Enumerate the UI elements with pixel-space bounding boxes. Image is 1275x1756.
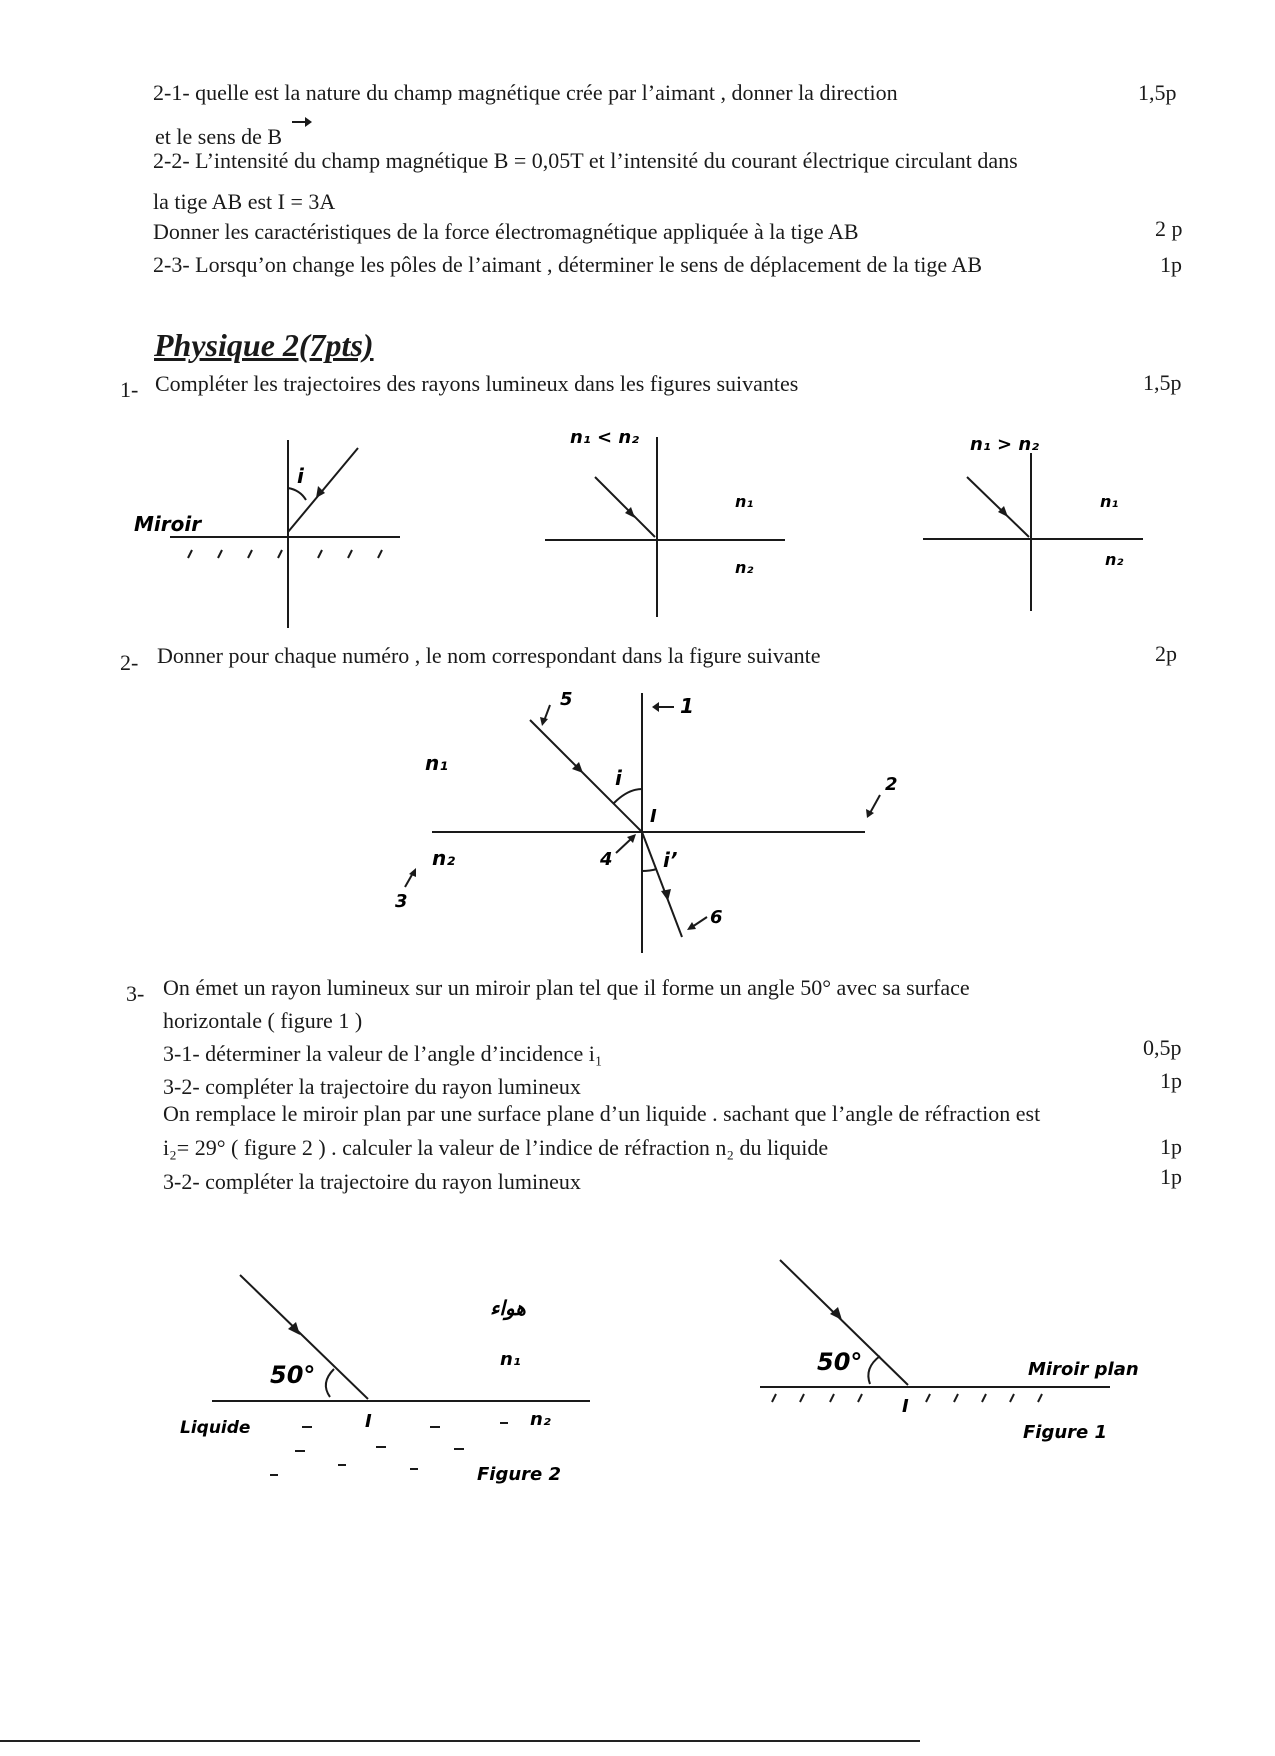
label-4: 4 (600, 849, 613, 870)
question-3-b-continued: i₂= 29° ( figure 2 ) . calculer la valeur de l’indice de réfraction n₂ du liquide (163, 1135, 829, 1160)
point-label: I (365, 1411, 372, 1432)
question-3: On émet un rayon lumineux sur un miroir plan tel que il forme un angle 50° avec sa surface (163, 975, 970, 1000)
question-3-b: On remplace le miroir plan par une surface plane d’un liquide . sachant que l’angle de réfraction est (163, 1101, 1041, 1126)
label-3: 3 (395, 891, 408, 912)
question-2-1-continued (155, 126, 282, 148)
n-top-label: n₁ (735, 492, 754, 511)
question-3-2-b: 3-2- compléter la trajectoire du rayon lumineux (163, 1169, 581, 1194)
points-3-2-b: 1p (1160, 1164, 1182, 1189)
points-3-2: 1p (1160, 1068, 1182, 1093)
n-top-label: n₁ (1100, 492, 1119, 511)
footer-rule (0, 1740, 920, 1742)
points-2: 2p (1155, 641, 1177, 666)
question-2-2: 2-2- L’intensité du champ magnétique B = 0,05T et l’intensité du courant électrique circulant dans (153, 148, 1018, 173)
n-bottom-label: n₂ (735, 558, 754, 577)
n-top-label: n₁ (425, 751, 448, 775)
angle-arc (288, 488, 306, 500)
question-2-number: 2- (120, 650, 139, 675)
question-3-1: 3-1- déterminer la valeur de l’angle d’incidence i₁ (163, 1041, 603, 1066)
refracted-arrow (661, 889, 671, 901)
mirror-hatching (188, 550, 382, 558)
angle-i-label: i (615, 766, 622, 790)
point-label: I (650, 806, 657, 827)
points-2-2: 2 p (1155, 216, 1183, 241)
angle-label: 50° (817, 1348, 863, 1376)
mirror-label: Miroir (134, 512, 202, 536)
liquid-dashes (270, 1423, 508, 1475)
mirror-label: Miroir plan (1028, 1359, 1139, 1380)
question-2-2-ask: Donner les caractéristiques de la force électromagnétique appliquée à la tige AB (153, 219, 859, 244)
angle-label: 50° (270, 1361, 316, 1389)
n-bottom-label: n₂ (530, 1409, 551, 1430)
angle-arc-i-prime (642, 869, 657, 871)
figure-caption: Figure 1 (1023, 1422, 1108, 1443)
points-2-1: 1,5p (1138, 80, 1177, 105)
question-2-1-cont-text: et le sens de B (155, 124, 283, 149)
n-bottom-label: n₂ (1105, 550, 1124, 569)
points-3-b: 1p (1160, 1134, 1182, 1159)
label-6: 6 (710, 907, 723, 928)
figure-refraction-n1-lt-n2 (540, 425, 800, 625)
section-title: Physique 2(7pts) (154, 327, 374, 363)
angle-arc (326, 1369, 334, 1397)
figure-refraction-numbered (380, 685, 940, 955)
question-2-2-continued: la tige AB est I = 3A (153, 189, 336, 214)
label-2: 2 (885, 774, 898, 795)
question-1: Compléter les trajectoires des rayons lumineux dans les figures suivantes (155, 371, 799, 396)
n-top-label: n₁ (500, 1349, 521, 1370)
figure-refraction-n1-gt-n2 (915, 425, 1175, 625)
incident-ray (967, 477, 1029, 537)
question-3-2: 3-2- compléter la trajectoire du rayon lumineux (163, 1074, 581, 1099)
liquid-label: Liquide (180, 1418, 251, 1438)
condition-label: n₁ < n₂ (570, 427, 640, 448)
n-bottom-label: n₂ (432, 846, 455, 870)
angle-label: i (297, 464, 304, 488)
figure-caption: Figure 2 (477, 1464, 562, 1485)
figure-2-liquid (170, 1265, 610, 1495)
question-1-number: 1- (120, 377, 139, 402)
condition-label: n₁ > n₂ (970, 434, 1040, 455)
figure-1-mirror (760, 1250, 1180, 1450)
points-3-1: 0,5p (1143, 1035, 1182, 1060)
question-2: Donner pour chaque numéro , le nom correspondant dans la figure suivante (157, 643, 821, 668)
question-2-1: 2-1- quelle est la nature du champ magnétique crée par l’aimant , donner la direction (153, 80, 898, 105)
points-1: 1,5p (1143, 370, 1182, 395)
vector-arrow-icon (290, 116, 314, 126)
label-1: 1 (680, 694, 694, 718)
angle-arc (868, 1356, 880, 1384)
question-3-number: 3- (126, 981, 145, 1006)
point-label: I (902, 1396, 909, 1417)
figure-mirror-reflection (130, 430, 420, 630)
question-3-continued: horizontale ( figure 1 ) (163, 1008, 363, 1033)
angle-arc-i (614, 789, 642, 803)
label-5: 5 (560, 689, 573, 710)
air-label-arabic: هواء (490, 1296, 526, 1320)
incident-ray (530, 720, 642, 832)
points-2-3: 1p (1160, 252, 1182, 277)
incident-ray (595, 477, 655, 537)
ray-arrow (830, 1307, 842, 1320)
question-2-3: 2-3- Lorsqu’on change les pôles de l’aimant , déterminer le sens de déplacement de la tige AB (153, 252, 982, 277)
angle-i-prime-label: i’ (663, 848, 678, 872)
incident-ray (288, 448, 358, 532)
